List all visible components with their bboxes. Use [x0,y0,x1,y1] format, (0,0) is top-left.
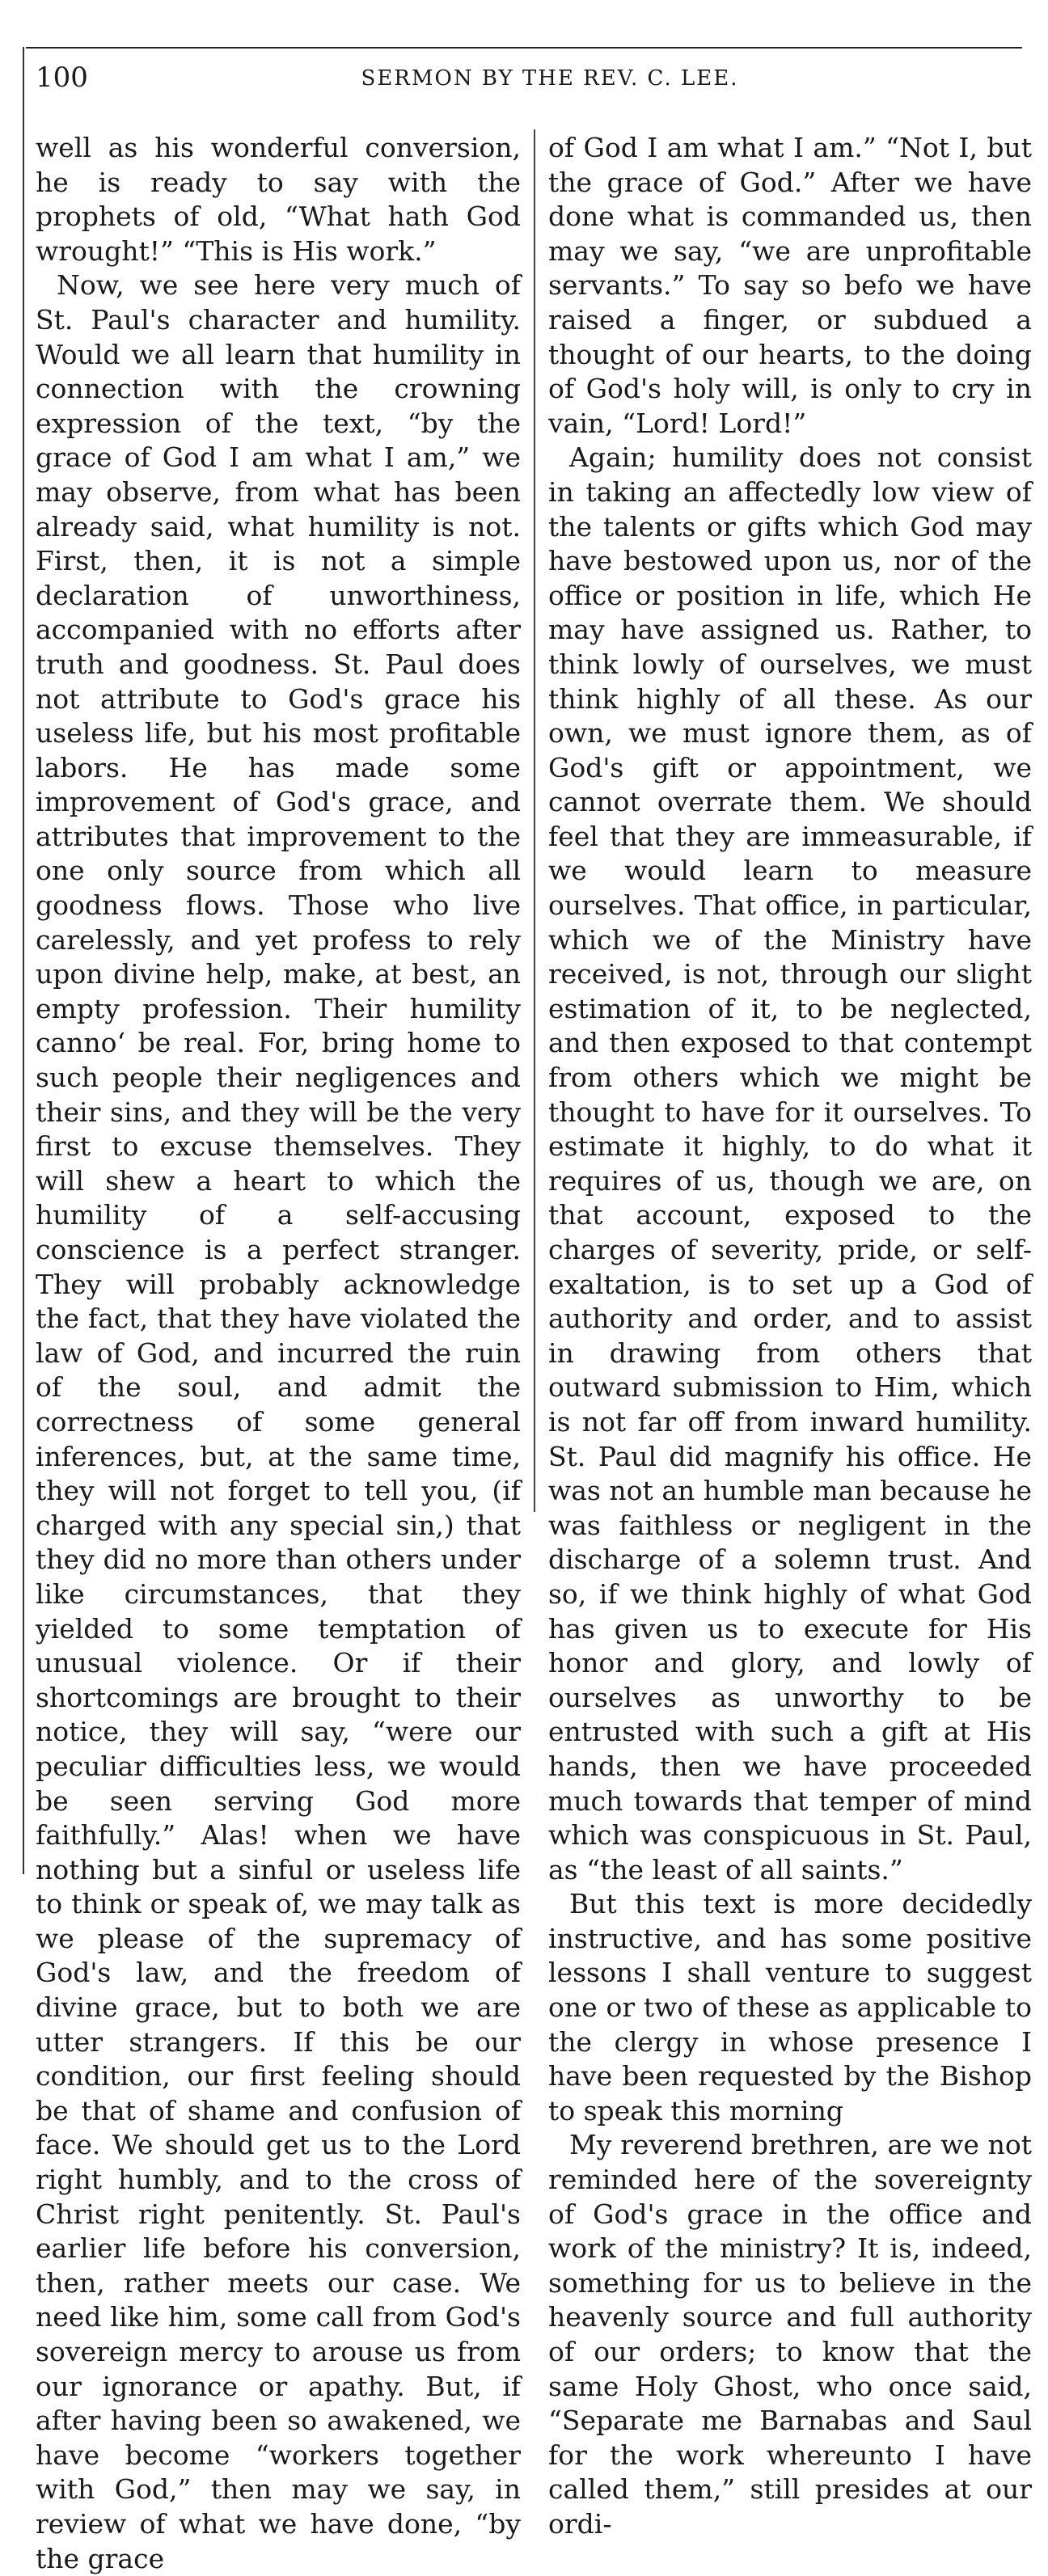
header-rule [26,47,1022,49]
paragraph: of God I am what I am.” “Not I, but the grace of God.” After we have done what is commanded us, then may we say, “we are unprofitable servants.” To say so befo we have raised a finger, or subdued a thought of our hearts, to the doing of God's holy will, is only to cry in vain, “Lord! Lord!” [548,132,1032,439]
paragraph: My reverend brethren, are we not reminded here of the sovereignty of God's grace in the office and work of the ministry? It is, indeed, something for us to believe in the heavenly source and full authority of our orders; to know that the same Holy Ghost, who once said, “Separate me Barnabas and Saul for the work whereunto I have called them,” still presides at our ordi- [548,2129,1032,2540]
paragraph: Again; humility does not consist in taking an affectedly low view of the talents or gifts which God may have bestowed upon us, nor of the office or position in life, which He may have assigned us. Rather, to think lowly of ourselves, we must think highly of all these. As our own, we must ignore them, as of God's gift or appointment, we cannot overrate them. We should feel that they are immeasurable, if we would learn to measure ourselves. That office, in particular, which we of the Ministry have received, is not, through our slight estimation of it, to be neglected, and then exposed to that contempt from others which we might be thought to have for it ourselves. To estimate it highly, to do what it requires of us, though we are, on that account, exposed to the charges of severity, pride, or self-exaltation, is to set up a God of authority and order, and to assist in drawing from others that outward submission to Him, which is not far off from inward humility. St. Paul did magnify his office. He was not an humble man because he was faithless or negligent in the discharge of a solemn trust. And so, if we think highly of what God has given us to execute for His honor and glory, and lowly of ourselves as unworthy to be entrusted with such a gift at His hands, then we have proceeded much towards that temper of mind which was conspicuous in St. Paul, as “the least of all saints.” [548,441,1032,1886]
paragraph: well as his wonderful conversion, he is ready to say with the prophets of old, “What hath God wrought!” “This is His work.” [36,132,521,267]
margin-rule [23,47,24,1874]
paragraph: Now, we see here very much of St. Paul's character and humility. Would we all learn that humility in connection with the crowning expression of the text, “by the grace of God I am what I am,” we may observe, from what has been already said, what humility is not. First, then, it is not a simple declaration of unworthiness, accompanied with no efforts after truth and goodness. St. Paul does not attribute to God's grace his useless life, but his most profitable labors. He has made some improvement of God's grace, and attributes that improvement to the one only source from which all goodness flows. Those who live carelessly, and yet profess to rely upon divine help, make, at best, an empty profession. Their humility canno‘ be real. For, bring home to such people their negligences and their sins, and they will be the very first to excuse themselves. They will shew a heart to which the humility of a self-accusing conscience is a perfect stranger. They will probably acknowledge the fact, that they have violated the law of God, and incurred the ruin of the soul, and admit the correctness of some general inferences, but, at the same time, they will not forget to tell you, (if charged with any special sin,) that they did no more than others under like circumstances, that they yielded to some temptation of unusual violence. Or if their shortcomings are brought to their notice, they will say, “were our peculiar difficulties less, we would be seen serving God more faithfully.” Alas! when we have nothing but a sinful or useless life to think or speak of, we may talk as we please of the supremacy of God's law, and the freedom of divine grace, but to both we are utter strangers. If this be our condition, our first feeling should be that of shame and confusion of face. We should get us to the Lord right humbly, and to the cross of Christ right penitently. St. Paul's earlier life before his conversion, then, rather meets our case. We need like him, some call from God's sovereign mercy to arouse us from our ignorance or apathy. But, if after having been so awakened, we have become “workers together with God,” then may we say, in review of what we have done, “by the grace [36,269,521,2574]
paragraph: But this text is more decidedly instructive, and has some positive lessons I shall venture to suggest one or two of these as applicable to the clergy in whose presence I have been requested by the Bishop to speak this morning [548,1888,1032,2126]
page-header [0,58,1048,107]
column-divider [534,129,535,1512]
text-column-left [36,131,521,2576]
page-number: 100 [36,61,88,94]
text-column-right [548,131,1032,2542]
running-head: SERMON BY THE REV. C. LEE. [361,66,739,91]
